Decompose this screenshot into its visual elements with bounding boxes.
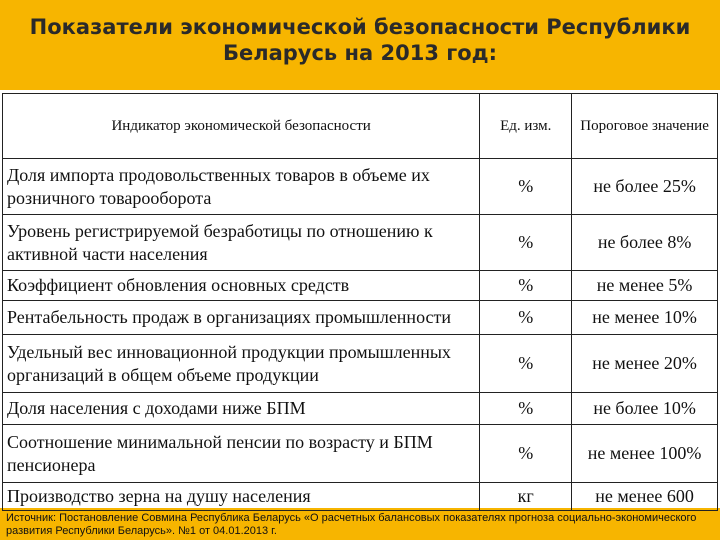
page-title	[0, 14, 720, 66]
threshold-cell: не более 8%	[572, 215, 718, 271]
indicator-cell: Коэффициент обновления основных средств	[3, 271, 480, 301]
threshold-cell: не менее 20%	[572, 335, 718, 393]
source-note: Источник: Постановление Совмина Республика Беларусь «О расчетных балансовых показателях прогноза социально-экономического развития Республики Беларусь». №1 от 04.01.2013 г.	[6, 512, 697, 537]
unit-cell: кг	[480, 483, 572, 511]
indicator-cell: Рентабельность продаж в организациях промышленности	[3, 301, 480, 335]
unit-cell: %	[480, 215, 572, 271]
table-panel	[0, 90, 720, 508]
table-row	[3, 271, 718, 301]
indicator-cell: Производство зерна на душу населения	[3, 483, 480, 511]
header-unit: Ед. изм.	[480, 94, 572, 159]
table-row	[3, 335, 718, 393]
table-header-row	[3, 94, 718, 159]
threshold-cell: не менее 600	[572, 483, 718, 511]
unit-cell: %	[480, 159, 572, 215]
table-row	[3, 425, 718, 483]
threshold-cell: не более 25%	[572, 159, 718, 215]
threshold-cell: не менее 100%	[572, 425, 718, 483]
unit-cell: %	[480, 335, 572, 393]
unit-cell: %	[480, 301, 572, 335]
indicator-cell: Соотношение минимальной пенсии по возрасту и БПМ пенсионера	[3, 425, 480, 483]
threshold-cell: не более 10%	[572, 393, 718, 425]
title-line-1: Показатели экономической безопасности Республики	[29, 15, 691, 39]
title-line-2: Беларусь на 2013 год:	[222, 41, 498, 65]
table-row	[3, 215, 718, 271]
threshold-cell: не менее 5%	[572, 271, 718, 301]
table-row	[3, 483, 718, 511]
indicator-cell: Доля импорта продовольственных товаров в объеме их розничного товарооборота	[3, 159, 480, 215]
table-row	[3, 159, 718, 215]
table-row	[3, 393, 718, 425]
indicators-table	[2, 93, 718, 511]
unit-cell: %	[480, 271, 572, 301]
indicator-cell: Доля населения с доходами ниже БПМ	[3, 393, 480, 425]
table-row	[3, 301, 718, 335]
threshold-cell: не менее 10%	[572, 301, 718, 335]
unit-cell: %	[480, 393, 572, 425]
indicator-cell: Уровень регистрируемой безработицы по отношению к активной части населения	[3, 215, 480, 271]
unit-cell: %	[480, 425, 572, 483]
header-indicator: Индикатор экономической безопасности	[3, 94, 480, 159]
header-threshold: Пороговое значение	[572, 94, 718, 159]
indicator-cell: Удельный вес инновационной продукции промышленных организаций в общем объеме продукции	[3, 335, 480, 393]
